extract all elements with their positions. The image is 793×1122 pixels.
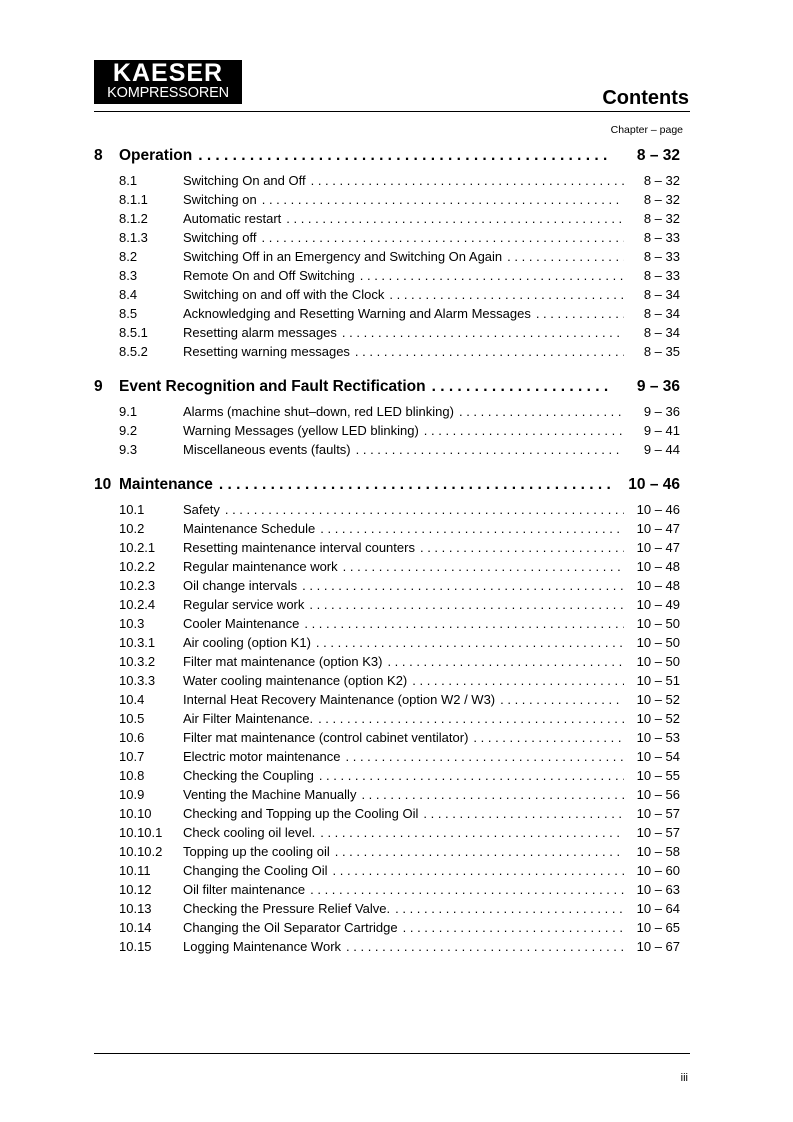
entry-number: 10.1: [119, 502, 145, 517]
entry-number: 10.11: [119, 863, 151, 878]
dot-leader: [403, 918, 624, 937]
dot-leader: [355, 342, 624, 361]
footer-divider: [94, 1053, 690, 1054]
entry-title: Alarms (machine shut–down, red LED blinking): [183, 404, 454, 419]
toc-entry[interactable]: [119, 304, 680, 323]
entry-title: Resetting warning messages: [183, 344, 350, 359]
entry-number: 10.15: [119, 939, 152, 954]
dot-leader: [361, 785, 624, 804]
entry-title: Miscellaneous events (faults): [183, 442, 351, 457]
toc-entry[interactable]: [119, 804, 680, 823]
dot-leader: [356, 440, 624, 459]
entry-title: Remote On and Off Switching: [183, 268, 355, 283]
toc-entry[interactable]: [119, 918, 680, 937]
entry-title: Filter mat maintenance (control cabinet ventilator): [183, 730, 469, 745]
entry-number: 10.2.2: [119, 559, 156, 574]
entry-number: 10.8: [119, 768, 145, 783]
dot-leader: [412, 671, 624, 690]
dot-leader: [320, 519, 624, 538]
dot-leader: [316, 633, 624, 652]
entry-number: 8.3: [119, 268, 138, 283]
entry-number: 10.3.2: [119, 654, 156, 669]
entry-number: 8.5.1: [119, 325, 148, 340]
dot-leader: [459, 402, 624, 421]
dot-leader: [304, 614, 624, 633]
entry-page: 9 – 36: [643, 404, 680, 419]
dot-leader: [507, 247, 624, 266]
entry-number: 10.2: [119, 521, 145, 536]
entry-title: Switching on and off with the Clock: [183, 287, 385, 302]
entry-page: 10 – 56: [636, 787, 680, 802]
entry-title: Cooler Maintenance: [183, 616, 300, 631]
dot-leader: [219, 474, 610, 496]
toc-entry[interactable]: [119, 538, 680, 557]
toc-entry[interactable]: [119, 440, 680, 459]
chapter-10-heading[interactable]: [94, 474, 680, 496]
entry-title: Checking the Coupling: [183, 768, 314, 783]
dot-leader: [500, 690, 624, 709]
entry-number: 8.1.1: [119, 192, 148, 207]
entry-number: 10.7: [119, 749, 145, 764]
chapter-page: 10 – 46: [628, 476, 680, 493]
kaeser-logo: [94, 60, 242, 104]
entry-page: 8 – 35: [643, 344, 680, 359]
entry-title: Check cooling oil level.: [183, 825, 316, 840]
entry-title: Checking the Pressure Relief Valve.: [183, 901, 391, 916]
entry-page: 10 – 50: [636, 654, 680, 669]
entry-title: Oil filter maintenance: [183, 882, 306, 897]
toc-entry[interactable]: [119, 500, 680, 519]
toc-entry[interactable]: [119, 342, 680, 361]
entry-page: 10 – 67: [636, 939, 680, 954]
entry-number: 10.12: [119, 882, 152, 897]
entry-page: 8 – 33: [643, 249, 680, 264]
entry-number: 10.9: [119, 787, 145, 802]
entry-number: 9.3: [119, 442, 138, 457]
toc-entry[interactable]: [119, 557, 680, 576]
toc-entry[interactable]: [119, 842, 680, 861]
entry-page: 10 – 54: [636, 749, 680, 764]
toc-entry[interactable]: [119, 690, 680, 709]
entry-title: Internal Heat Recovery Maintenance (option W2 / W3): [183, 692, 496, 707]
entry-title: Filter mat maintenance (option K3): [183, 654, 383, 669]
dot-leader: [318, 709, 624, 728]
dot-leader: [387, 652, 624, 671]
toc-entry[interactable]: [119, 880, 680, 899]
entry-number: 9.1: [119, 404, 138, 419]
entry-page: 10 – 51: [636, 673, 680, 688]
entry-title: Oil change intervals: [183, 578, 298, 593]
header-divider: [94, 111, 690, 112]
toc-entry[interactable]: [119, 323, 680, 342]
entry-number: 8.5: [119, 306, 138, 321]
entry-page: 10 – 50: [636, 635, 680, 650]
entry-page: 8 – 32: [643, 192, 680, 207]
entry-page: 8 – 32: [643, 173, 680, 188]
toc-entry[interactable]: [119, 747, 680, 766]
toc-entry[interactable]: [119, 285, 680, 304]
entry-title: Venting the Machine Manually: [183, 787, 357, 802]
entry-number: 10.3.1: [119, 635, 156, 650]
entry-number: 10.3: [119, 616, 145, 631]
toc-entry[interactable]: [119, 595, 680, 614]
entry-page: 10 – 63: [636, 882, 680, 897]
dot-leader: [225, 500, 624, 519]
dot-leader: [262, 190, 624, 209]
dot-leader: [261, 228, 624, 247]
chapter-page: 9 – 36: [636, 378, 680, 395]
dot-leader: [320, 823, 624, 842]
dot-leader: [346, 747, 624, 766]
toc-entry[interactable]: [119, 266, 680, 285]
chapter-page: 8 – 32: [636, 147, 680, 164]
toc-entry[interactable]: [119, 899, 680, 918]
entry-number: 10.2.4: [119, 597, 156, 612]
entry-page: 9 – 44: [643, 442, 680, 457]
toc-entry[interactable]: [119, 228, 680, 247]
chapter-number: 9: [94, 378, 103, 395]
toc-entry[interactable]: [119, 671, 680, 690]
entry-page: 8 – 33: [643, 268, 680, 283]
entry-page: 8 – 34: [643, 306, 680, 321]
entry-title: Checking and Topping up the Cooling Oil: [183, 806, 419, 821]
dot-leader: [420, 538, 624, 557]
logo-line1: KAESER: [112, 59, 224, 87]
toc-entry[interactable]: [119, 728, 680, 747]
entry-page: 10 – 52: [636, 692, 680, 707]
entry-page: 10 – 60: [636, 863, 680, 878]
entry-page: 10 – 47: [636, 521, 680, 536]
entry-title: Logging Maintenance Work: [183, 939, 342, 954]
entry-number: 9.2: [119, 423, 138, 438]
entry-number: 10.10.2: [119, 844, 163, 859]
dot-leader: [395, 899, 624, 918]
entry-page: 10 – 57: [636, 806, 680, 821]
entry-page: 10 – 53: [636, 730, 680, 745]
entry-title: Electric motor maintenance: [183, 749, 341, 764]
toc-entry[interactable]: [119, 576, 680, 595]
dot-leader: [333, 861, 624, 880]
toc-entry[interactable]: [119, 614, 680, 633]
entry-page: 10 – 49: [636, 597, 680, 612]
entry-title: Switching On and Off: [183, 173, 306, 188]
entry-page: 8 – 33: [643, 230, 680, 245]
entry-title: Air Filter Maintenance.: [183, 711, 314, 726]
toc-entry[interactable]: [119, 190, 680, 209]
entry-title: Safety: [183, 502, 220, 517]
chapter-9-entries: [119, 402, 680, 459]
entry-title: Regular service work: [183, 597, 305, 612]
dot-leader: [424, 421, 624, 440]
entry-page: 10 – 48: [636, 578, 680, 593]
entry-page: 10 – 64: [636, 901, 680, 916]
entry-number: 8.1.2: [119, 211, 148, 226]
entry-title: Maintenance Schedule: [183, 521, 316, 536]
entry-title: Switching on: [183, 192, 257, 207]
dot-leader: [198, 145, 610, 167]
chapter-9-heading[interactable]: [94, 376, 680, 398]
toc-entry[interactable]: [119, 861, 680, 880]
entry-number: 8.5.2: [119, 344, 148, 359]
page-title: Contents: [602, 87, 689, 109]
column-header: Chapter – page: [610, 124, 683, 136]
entry-page: 8 – 34: [643, 325, 680, 340]
toc-entry[interactable]: [119, 519, 680, 538]
chapter-number: 8: [94, 147, 103, 164]
dot-leader: [335, 842, 624, 861]
entry-page: 8 – 34: [643, 287, 680, 302]
toc-entry[interactable]: [119, 421, 680, 440]
toc-entry[interactable]: [119, 247, 680, 266]
entry-page: 10 – 46: [636, 502, 680, 517]
entry-title: Switching off: [183, 230, 257, 245]
entry-page: 10 – 50: [636, 616, 680, 631]
dot-leader: [343, 557, 624, 576]
dot-leader: [360, 266, 624, 285]
entry-title: Resetting alarm messages: [183, 325, 337, 340]
chapter-title: Event Recognition and Fault Rectification: [119, 378, 426, 395]
toc-entry[interactable]: [119, 652, 680, 671]
entry-number: 10.2.3: [119, 578, 156, 593]
toc-entry[interactable]: [119, 209, 680, 228]
toc-entry[interactable]: [119, 633, 680, 652]
entry-number: 10.4: [119, 692, 145, 707]
entry-title: Resetting maintenance interval counters: [183, 540, 415, 555]
entry-number: 8.4: [119, 287, 138, 302]
entry-title: Changing the Oil Separator Cartridge: [183, 920, 398, 935]
toc-entry[interactable]: [119, 937, 680, 956]
chapter-10-entries: [119, 500, 680, 956]
dot-leader: [346, 937, 624, 956]
entry-page: 10 – 55: [636, 768, 680, 783]
toc-entry[interactable]: [119, 709, 680, 728]
entry-number: 10.2.1: [119, 540, 156, 555]
dot-leader: [311, 171, 624, 190]
dot-leader: [286, 209, 624, 228]
entry-number: 10.5: [119, 711, 145, 726]
entry-title: Warning Messages (yellow LED blinking): [183, 423, 419, 438]
entry-page: 10 – 48: [636, 559, 680, 574]
chapter-number: 10: [94, 476, 112, 493]
entry-page: 10 – 47: [636, 540, 680, 555]
entry-title: Regular maintenance work: [183, 559, 338, 574]
entry-title: Acknowledging and Resetting Warning and Alarm Messages: [183, 306, 531, 321]
entry-title: Water cooling maintenance (option K2): [183, 673, 408, 688]
dot-leader: [473, 728, 624, 747]
entry-number: 8.1: [119, 173, 138, 188]
entry-number: 10.13: [119, 901, 152, 916]
page-number: iii: [680, 1072, 688, 1084]
dot-leader: [423, 804, 624, 823]
entry-number: 10.10.1: [119, 825, 163, 840]
toc-entry[interactable]: [119, 766, 680, 785]
entry-page: 10 – 57: [636, 825, 680, 840]
chapter-title: Operation: [119, 147, 193, 164]
entry-title: Topping up the cooling oil: [183, 844, 330, 859]
dot-leader: [536, 304, 624, 323]
toc-entry[interactable]: [119, 823, 680, 842]
dot-leader: [309, 595, 624, 614]
entry-page: 10 – 65: [636, 920, 680, 935]
chapter-title: Maintenance: [119, 476, 213, 493]
entry-number: 10.14: [119, 920, 152, 935]
dot-leader: [310, 880, 624, 899]
toc-entry[interactable]: [119, 171, 680, 190]
entry-page: 10 – 52: [636, 711, 680, 726]
dot-leader: [302, 576, 624, 595]
toc-entry[interactable]: [119, 402, 680, 421]
dot-leader: [319, 766, 624, 785]
chapter-8-heading[interactable]: [94, 145, 680, 167]
entry-number: 8.2: [119, 249, 138, 264]
dot-leader: [432, 376, 610, 398]
entry-number: 10.3.3: [119, 673, 156, 688]
chapter-8-entries: [119, 171, 680, 361]
entry-page: 8 – 32: [643, 211, 680, 226]
entry-title: Switching Off in an Emergency and Switching On Again: [183, 249, 503, 264]
toc-entry[interactable]: [119, 785, 680, 804]
entry-title: Automatic restart: [183, 211, 282, 226]
entry-number: 10.6: [119, 730, 145, 745]
entry-number: 8.1.3: [119, 230, 148, 245]
entry-page: 10 – 58: [636, 844, 680, 859]
entry-title: Changing the Cooling Oil: [183, 863, 328, 878]
logo-line2: KOMPRESSOREN: [107, 85, 229, 101]
entry-page: 9 – 41: [643, 423, 680, 438]
dot-leader: [389, 285, 624, 304]
dot-leader: [342, 323, 624, 342]
entry-title: Air cooling (option K1): [183, 635, 311, 650]
entry-number: 10.10: [119, 806, 152, 821]
